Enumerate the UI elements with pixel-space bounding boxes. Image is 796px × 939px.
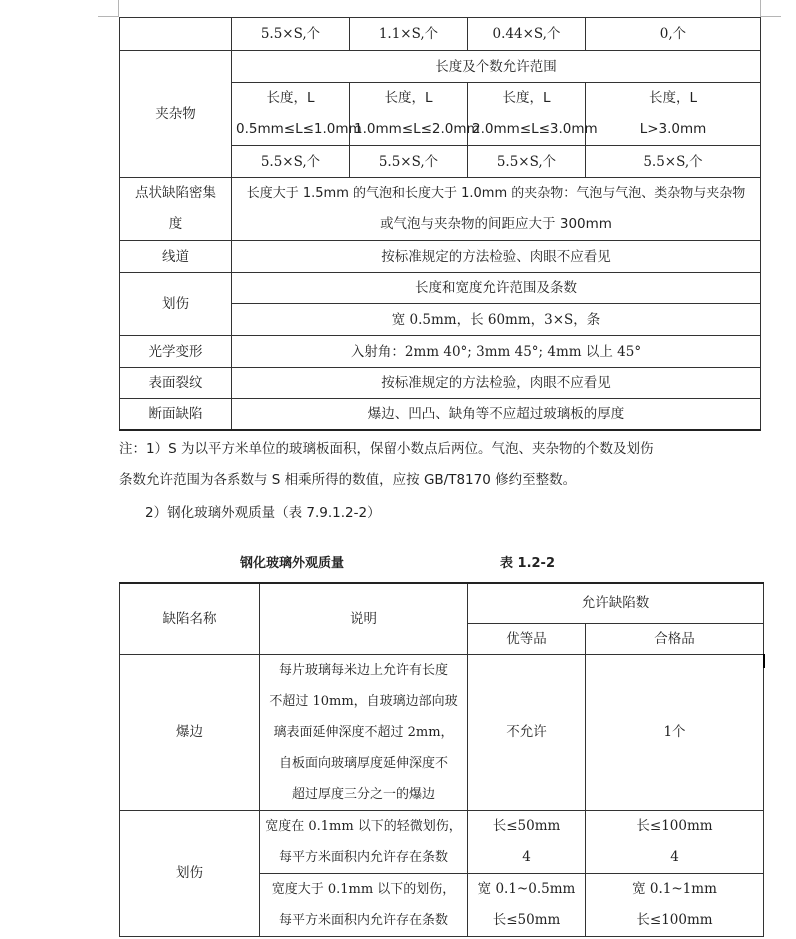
- optical-text: 入射角：2mm 40°; 3mm 45°; 4mm 以上 45°: [232, 336, 761, 368]
- note-line: 条数允许范围为各系数与 S 相乘所得的数值，应按 GB/T8170 修约至整数。: [119, 472, 577, 488]
- row-label-line-defect: 线道: [120, 241, 232, 273]
- header-premium: 优等品: [468, 623, 586, 654]
- scratch-desc: [260, 873, 468, 936]
- inclusion-header: 长度及个数允许范围: [232, 51, 761, 83]
- desc-line: 每片玻璃每米边上允许有长度: [278, 662, 448, 678]
- table-cell: [232, 83, 362, 146]
- row-label-dot-density: [120, 178, 232, 241]
- table-caption-number: 表 1.2-2: [500, 556, 555, 571]
- note-line: 2）钢化玻璃外观质量（表 7.9.1.2-2）: [145, 505, 381, 521]
- scratch-premium: [468, 810, 586, 873]
- header-allowed: 允许缺陷数: [468, 583, 764, 623]
- table-cell: 5.5×S,个: [350, 146, 468, 178]
- scratch-premium: [468, 873, 586, 936]
- value-line: 4: [670, 848, 679, 865]
- desc-line: 宽度大于 0.1mm 以下的划伤，: [271, 881, 456, 897]
- header-description: 说明: [260, 583, 468, 654]
- desc-line: 超过厚度三分之一的爆边: [291, 786, 435, 802]
- length-label: 长度，L: [266, 90, 315, 106]
- table-cell: [120, 18, 232, 51]
- value-line: 宽 0.1~1mm: [632, 880, 717, 897]
- scratch-header: 长度和宽度允许范围及条数: [232, 273, 761, 304]
- row-label-scratch: 划伤: [120, 810, 260, 936]
- dot-density-text: [232, 178, 761, 241]
- row-label-surface-crack: 表面裂纹: [120, 368, 232, 399]
- glass-defect-table: [119, 17, 761, 431]
- text-line: 长度大于 1.5mm 的气泡和长度大于 1.0mm 的夹杂物：气泡与气泡、类杂物与夹杂物: [246, 186, 746, 201]
- row-label-inclusion: 夹杂物: [120, 51, 232, 178]
- edge-break-desc: [260, 654, 468, 810]
- table-cell: 5.5×S,个: [586, 146, 761, 178]
- crop-mark: [761, 16, 781, 17]
- desc-line: 每平方米面积内允许存在条数: [278, 849, 448, 865]
- table-cell: 0.44×S,个: [468, 18, 586, 51]
- row-label-optical: 光学变形: [120, 336, 232, 368]
- row-label-edge-break: 爆边: [120, 654, 260, 810]
- scratch-qualified: [586, 873, 764, 936]
- value-line: 长≤50mm: [492, 817, 561, 834]
- table-cell: 1.1×S,个: [350, 18, 468, 51]
- header-defect-name: 缺陷名称: [120, 583, 260, 654]
- table-cell: 5.5×S,个: [232, 18, 350, 51]
- table-cell: [586, 83, 761, 146]
- table-cell: 0,个: [586, 18, 761, 51]
- desc-line: 宽度在 0.1mm 以下的轻微划伤，: [265, 818, 462, 834]
- tempered-glass-table: [119, 582, 764, 937]
- length-range: 1.0mm≤L≤2.0mm: [354, 121, 480, 137]
- row-label-scratch: 划伤: [120, 273, 232, 336]
- note-line: 注：1）S 为以平方米单位的玻璃板面积，保留小数点后两位。气泡、夹杂物的个数及划伤: [119, 441, 654, 457]
- table-cell: 5.5×S,个: [232, 146, 350, 178]
- line-defect-text: 按标准规定的方法检验、肉眼不应看见: [232, 241, 761, 273]
- surface-crack-text: 按标准规定的方法检验，肉眼不应看见: [232, 368, 761, 399]
- desc-line: 自板面向玻璃厚度延伸深度不: [278, 755, 448, 771]
- value-line: 长≤100mm: [636, 817, 713, 834]
- header-qualified: 合格品: [586, 623, 764, 654]
- table-cell: [468, 83, 598, 146]
- length-label: 长度，L: [648, 90, 698, 106]
- text-line: 或气泡与夹杂物的间距应大于 300mm: [380, 216, 612, 232]
- edge-break-qualified: 1个: [586, 654, 764, 810]
- label-line: 度: [168, 216, 183, 232]
- desc-line: 璃表面延伸深度不超过 2mm，: [273, 724, 454, 740]
- table-caption-title: 钢化玻璃外观质量: [240, 556, 345, 571]
- length-range: 0.5mm≤L≤1.0mm: [236, 121, 362, 137]
- length-range: 2.0mm≤L≤3.0mm: [472, 121, 598, 137]
- value-line: 4: [522, 848, 531, 865]
- table-cell: 5.5×S,个: [468, 146, 586, 178]
- label-line: 点状缺陷密集: [135, 185, 216, 201]
- length-label: 长度，L: [502, 90, 551, 106]
- value-line: 长≤50mm: [492, 911, 561, 928]
- crop-mark: [760, 0, 761, 17]
- scratch-text: 宽 0.5mm，长 60mm，3×S，条: [232, 304, 761, 336]
- length-label: 长度，L: [384, 90, 433, 106]
- text-cursor: [763, 654, 765, 668]
- section-defect-text: 爆边、凹凸、缺角等不应超过玻璃板的厚度: [232, 399, 761, 431]
- crop-mark: [118, 0, 119, 17]
- desc-line: 不超过 10mm，自玻璃边部向玻: [269, 693, 458, 709]
- value-line: 长≤100mm: [636, 911, 713, 928]
- scratch-desc: [260, 810, 468, 873]
- edge-break-premium: 不允许: [468, 654, 586, 810]
- desc-line: 每平方米面积内允许存在条数: [278, 912, 448, 928]
- value-line: 宽 0.1~0.5mm: [477, 880, 576, 897]
- crop-mark: [98, 16, 118, 17]
- table-cell: [350, 83, 480, 146]
- scratch-qualified: [586, 810, 764, 873]
- length-range: L>3.0mm: [639, 121, 707, 137]
- row-label-section-defect: 断面缺陷: [120, 399, 232, 431]
